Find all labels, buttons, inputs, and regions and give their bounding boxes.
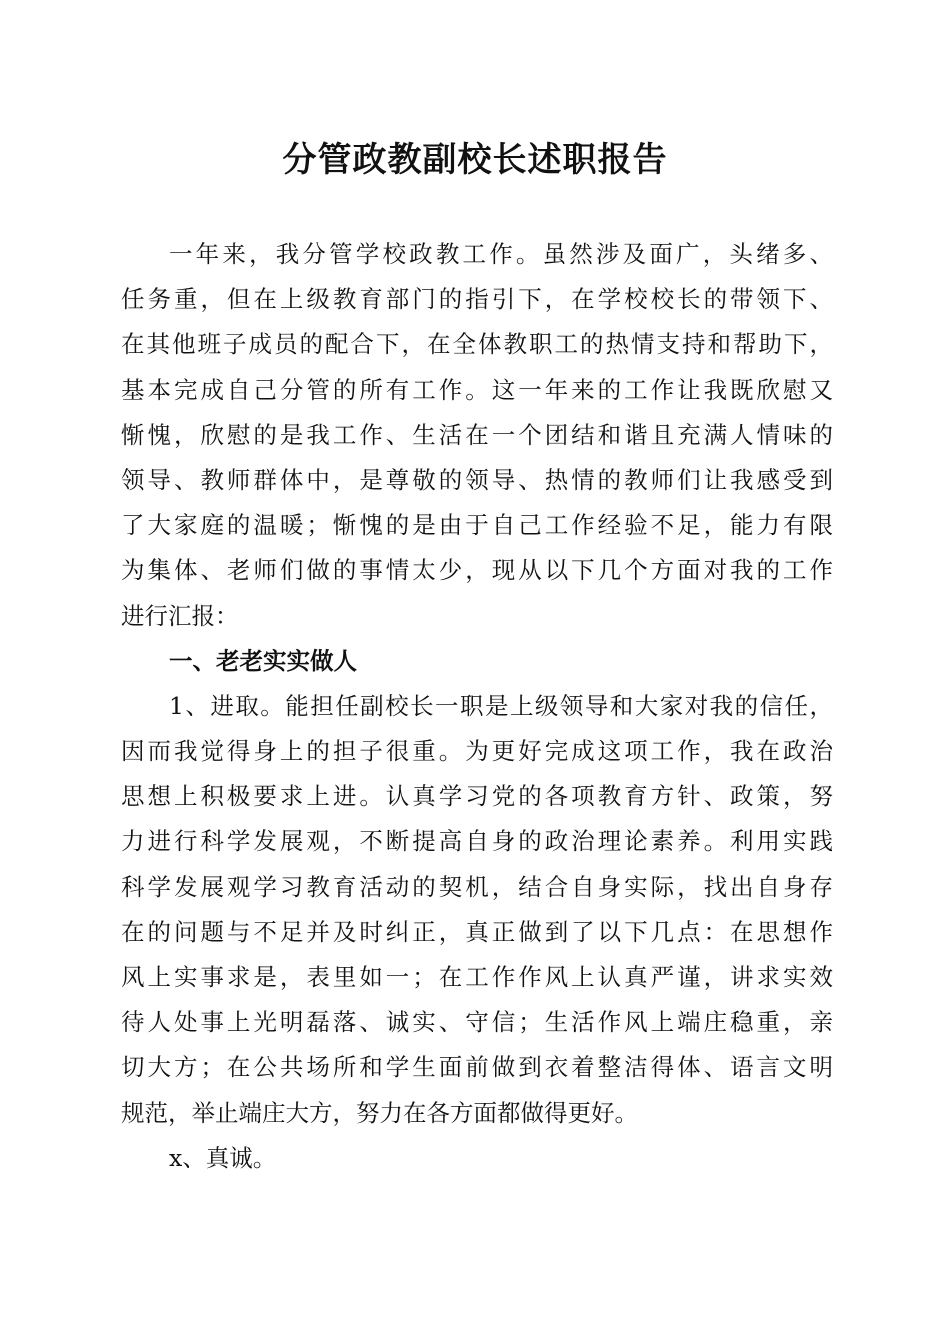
paragraph-line: 进行汇报： — [121, 601, 239, 630]
paragraph-line: 待人处事上光明磊落、诚实、守信；生活作风上端庄稳重，亲 — [121, 1008, 833, 1037]
paragraph-line: 思想上积极要求上进。认真学习党的各项教育方针、政策，努 — [121, 782, 833, 811]
paragraph-line: 力进行科学发展观，不断提高自身的政治理论素养。利用实践 — [121, 827, 833, 856]
paragraph-line: 切大方；在公共场所和学生面前做到衣着整洁得体、语言文明 — [121, 1053, 833, 1082]
paragraph-line: 基本完成自己分管的所有工作。这一年来的工作让我既欣慰又 — [121, 375, 833, 404]
section-heading: 一、老老实实做人 — [169, 646, 357, 675]
paragraph-line: 在其他班子成员的配合下，在全体教职工的热情支持和帮助下， — [121, 330, 833, 359]
paragraph-line: 一年来，我分管学校政教工作。虽然涉及面广，头绪多、 — [169, 240, 833, 268]
paragraph-line: 因而我觉得身上的担子很重。为更好完成这项工作，我在政治 — [121, 737, 833, 766]
document-body — [121, 232, 833, 1181]
paragraph-line: 任务重，但在上级教育部门的指引下，在学校校长的带领下、 — [121, 285, 833, 314]
paragraph-line: 1、进取。能担任副校长一职是上级领导和大家对我的信任， — [169, 691, 833, 720]
paragraph-line: 规范，举止端庄大方，努力在各方面都做得更好。 — [121, 1098, 638, 1127]
paragraph-line: 了大家庭的温暖；惭愧的是由于自己工作经验不足，能力有限 — [121, 511, 833, 540]
paragraph-line: 科学发展观学习教育活动的契机，结合自身实际，找出自身存 — [121, 872, 833, 901]
paragraph-line: 惭愧，欣慰的是我工作、生活在一个团结和谐且充满人情味的 — [121, 420, 833, 449]
paragraph-line: 在的问题与不足并及时纠正，真正做到了以下几点：在思想作 — [121, 917, 833, 946]
paragraph-line: 风上实事求是，表里如一；在工作作风上认真严谨，讲求实效 — [121, 963, 833, 991]
paragraph-line: 领导、教师群体中，是尊敬的领导、热情的教师们让我感受到 — [121, 465, 833, 494]
page-title: 分管政教副校长述职报告 — [282, 140, 668, 180]
paragraph-line: x、真诚。 — [169, 1143, 277, 1172]
paragraph-line: 为集体、老师们做的事情太少，现从以下几个方面对我的工作 — [121, 556, 833, 585]
